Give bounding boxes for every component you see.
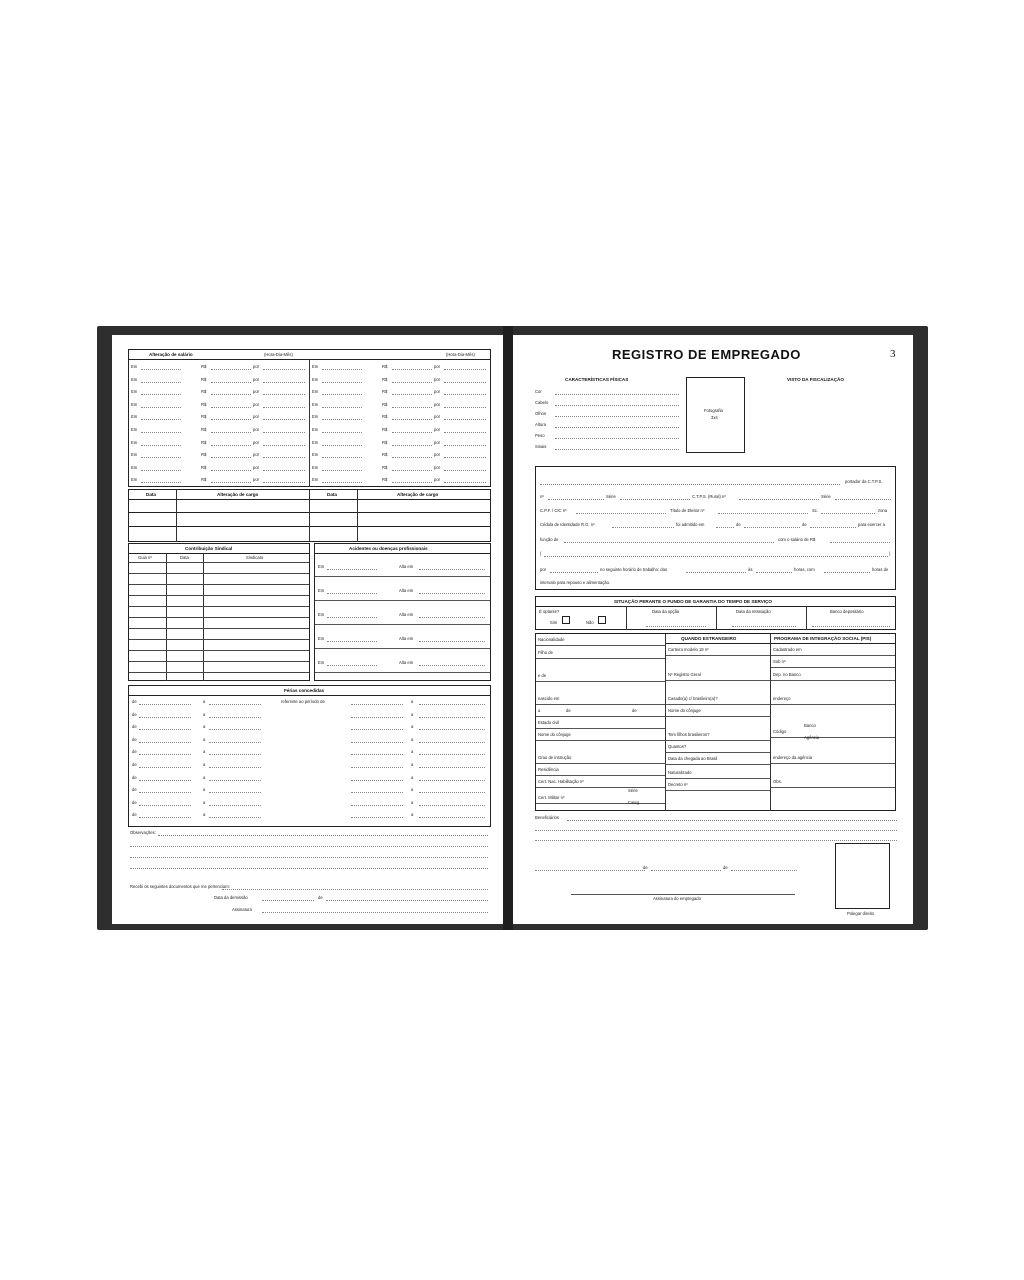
estrangeiro-title: QUANDO ESTRANGEIRO — [681, 636, 737, 641]
salary-row-em: Em — [312, 439, 319, 445]
as-label: às — [748, 567, 753, 572]
ferias-de: de — [132, 799, 137, 805]
salary-row-em: Em — [312, 452, 319, 458]
estrangeiro-field: Carteira modelo 19 nº — [668, 647, 709, 652]
main-info-box — [535, 466, 896, 590]
salary-row-em: Em — [131, 376, 138, 382]
admitido-de1: de — [736, 522, 741, 527]
ferias-ref: referente ao período de — [281, 699, 325, 704]
ferias-de: de — [132, 736, 137, 742]
salary-row-por: por — [434, 439, 441, 445]
admitido-label: foi admitido em — [676, 522, 705, 527]
estrangeiro-field: Quantos? — [668, 744, 687, 749]
acidente-em: Em — [318, 564, 325, 569]
fgts-sim-checkbox[interactable] — [562, 616, 570, 624]
salary-row-rs: R$ — [382, 477, 388, 483]
pis-field: Código — [773, 729, 787, 734]
fgts-sim: Sim — [550, 620, 558, 625]
estrangeiro-field: Casado(a) c/ brasileiro(a)? — [668, 696, 718, 701]
ferias-a2: a — [411, 749, 414, 755]
salary-row-rs: R$ — [201, 364, 207, 369]
personal-field: Filho de — [538, 650, 553, 655]
exercer-label: para exercer a — [858, 522, 885, 527]
salary-row-por: por — [434, 477, 441, 483]
pis-field: Obs. — [773, 779, 782, 784]
left-page — [112, 335, 503, 924]
personal-field: Grau de instrução — [538, 755, 572, 760]
salary-row-rs: R$ — [201, 414, 207, 420]
horario-label: no seguinte horário de trabalho: das — [600, 567, 668, 572]
personal-field: e de — [538, 673, 547, 678]
portador-label: portador da C.T.P.S. — [845, 479, 883, 484]
ferias-de: de — [132, 774, 137, 780]
fgts-data-retratacao: Data da retratação — [736, 609, 771, 614]
salary-row-por: por — [434, 414, 441, 420]
data-demissao-de: de — [318, 895, 323, 900]
salary-hint-left: (Hora-Dia-Mês) — [264, 352, 293, 357]
ferias-a: a — [203, 799, 206, 805]
cedula-label: Cédula de Identidade R.G. nº — [540, 522, 595, 527]
personal-field: nascido em — [538, 696, 560, 701]
pis-field: endereço — [773, 696, 791, 701]
salary-row-por: por — [253, 464, 260, 470]
ctps-n-label: nº — [540, 494, 544, 499]
cargo-col-data-2: Data — [327, 492, 337, 497]
sindical-col-sind: Sindicato — [246, 555, 264, 560]
personal-field: Cert. Militar nº — [538, 795, 565, 800]
ferias-de: de — [132, 812, 137, 818]
sindical-title: Contribuição Sindical — [185, 546, 233, 551]
salary-row-rs: R$ — [201, 389, 207, 395]
salary-row-em: Em — [131, 452, 138, 458]
salary-row-por: por — [253, 389, 260, 395]
ctps-serie-label: Série — [606, 494, 616, 499]
assinatura-label: Assinatura — [232, 907, 252, 912]
salary-row-por: por — [434, 401, 441, 407]
cargo-col-alt-1: Alteração de cargo — [217, 492, 259, 497]
salary-row-em: Em — [131, 389, 138, 395]
ferias-de: de — [132, 762, 137, 767]
salary-row-em: Em — [131, 364, 138, 369]
car-item: Altura — [535, 422, 546, 427]
acidente-em: Em — [318, 612, 325, 617]
acidentes-section — [314, 543, 491, 681]
ferias-title: Férias concedidas — [284, 688, 325, 693]
sindical-section — [128, 543, 310, 681]
ferias-a2: a — [411, 699, 414, 704]
intervalo-label: intervalo para repouso e alimentação. — [540, 580, 611, 585]
acidente-alta: Alta em — [399, 636, 414, 641]
estrangeiro-field: Nome do cônjuge — [668, 708, 701, 713]
acidente-em: Em — [318, 660, 325, 665]
salary-row-em: Em — [312, 401, 319, 407]
salary-row-rs: R$ — [201, 439, 207, 445]
salary-row-por: por — [253, 401, 260, 407]
salary-row-rs: R$ — [382, 376, 388, 382]
acidente-em: Em — [318, 636, 325, 641]
pis-field: endereço da agência — [773, 755, 813, 760]
personal-a-de1: de — [566, 708, 571, 713]
salary-row-em: Em — [312, 414, 319, 420]
salary-row-em: Em — [131, 439, 138, 445]
acidente-alta: Alta em — [399, 612, 414, 617]
recebi-label: Recebi os seguintes documentos que me pertenciam: — [130, 884, 230, 889]
visto-title: VISTO DA FISCALIZAÇÃO — [787, 377, 844, 382]
salary-row-por: por — [253, 477, 260, 483]
salary-row-por: por — [253, 452, 260, 458]
salary-row-rs: R$ — [201, 452, 207, 458]
salary-row-em: Em — [312, 389, 319, 395]
ferias-a: a — [203, 736, 206, 742]
salary-row-em: Em — [312, 464, 319, 470]
personal-a-de2: de — [632, 708, 637, 713]
salary-row-rs: R$ — [201, 464, 207, 470]
cpf-label: C.P.F. / CIC nº — [540, 508, 567, 513]
polegar-label: Polegar direito — [847, 911, 875, 916]
salary-row-rs: R$ — [382, 439, 388, 445]
acidente-alta: Alta em — [399, 660, 414, 665]
car-item: Olhos — [535, 411, 546, 416]
personal-field: Cert. Nac. Habilitação nº — [538, 779, 584, 784]
fgts-optante: É optante? — [539, 609, 560, 614]
fgts-data-opcao: Data da opção — [652, 609, 680, 614]
acidente-alta: Alta em — [399, 564, 414, 569]
ferias-a2: a — [411, 812, 414, 818]
salary-row-por: por — [253, 376, 260, 382]
paren-close: ) — [889, 551, 891, 556]
ferias-a2: a — [411, 736, 414, 742]
personal-field: a — [538, 708, 541, 713]
salary-row-em: Em — [131, 414, 138, 420]
photo-label-2: 3x4 — [711, 415, 718, 420]
observacoes-label: Observações: — [130, 830, 156, 835]
ferias-section — [128, 685, 491, 827]
estrangeiro-field: Tem filhos brasileiros? — [668, 732, 710, 737]
cargo-col-alt-2: Alteração de cargo — [397, 492, 439, 497]
ferias-a: a — [203, 812, 206, 818]
ferias-de: de — [132, 749, 137, 755]
salary-row-por: por — [434, 389, 441, 395]
acidentes-title: Acidentes ou doenças profissionais — [349, 546, 428, 551]
sindical-col-data: Data — [180, 555, 189, 560]
pis-field: Dep. no Banco — [773, 672, 801, 677]
ferias-a2: a — [411, 724, 414, 730]
salary-row-rs: R$ — [201, 401, 207, 407]
local-de-a: de — [643, 865, 648, 870]
acidente-em: Em — [318, 588, 325, 593]
cargo-section — [128, 489, 491, 542]
estrangeiro-field: Decreto nº — [668, 782, 688, 787]
salary-row-por: por — [253, 414, 260, 420]
ferias-de: de — [132, 711, 137, 717]
salary-row-por: por — [434, 464, 441, 470]
salary-row-por: por — [253, 364, 260, 369]
cert-serie: Série — [628, 788, 638, 793]
salary-row-por: por — [434, 364, 441, 369]
fgts-nao-checkbox[interactable] — [598, 616, 606, 624]
right-page — [513, 335, 913, 924]
ferias-a2: a — [411, 787, 414, 793]
salary-hint-right: (Hora-Dia-Mês) — [446, 352, 475, 357]
page-number: 3 — [890, 348, 896, 360]
ferias-a: a — [203, 787, 206, 793]
ctps-rural-label: C.T.P.S. (Rural) nº — [692, 494, 726, 499]
zona-label: zona — [878, 508, 888, 513]
paren-open: ( — [540, 551, 542, 556]
salary-section — [128, 349, 491, 487]
salary-row-em: Em — [312, 376, 319, 382]
car-item: Cor — [535, 389, 542, 394]
personal-field: Estado civil — [538, 720, 560, 725]
ferias-a: a — [203, 724, 206, 730]
ferias-de: de — [132, 699, 137, 704]
pis-banco: Banco — [804, 723, 816, 728]
salary-title: Alteração de salário — [149, 352, 193, 357]
salary-row-por: por — [434, 376, 441, 382]
sindical-col-guia: Guia nº — [138, 555, 152, 560]
pis-field: Cadastrado em — [773, 647, 802, 652]
salary-row-em: Em — [312, 364, 319, 369]
ferias-a: a — [203, 749, 206, 755]
personal-field: Residência — [538, 767, 559, 772]
ferias-a: a — [203, 774, 206, 780]
ferias-de: de — [132, 787, 137, 793]
salary-row-rs: R$ — [382, 452, 388, 458]
pis-title: PROGRAMA DE INTEGRAÇÃO SOCIAL (PIS) — [774, 636, 872, 641]
titulo-label: Título de Eleitor nº — [670, 508, 705, 513]
page-title: REGISTRO DE EMPREGADO — [612, 347, 801, 362]
horas-de-label: horas de — [872, 567, 889, 572]
ferias-a2: a — [411, 799, 414, 805]
book-gutter — [503, 326, 513, 930]
salary-row-por: por — [434, 427, 441, 432]
horas-com-label: horas, com — [794, 567, 815, 572]
salary-row-rs: R$ — [382, 414, 388, 420]
salary-row-por: por — [253, 439, 260, 445]
ctps-serie2-label: Série — [821, 494, 831, 499]
estrangeiro-field: Data da chegada ao Brasil — [668, 756, 718, 761]
local-de-b: de — [723, 865, 728, 870]
photo-label-1: Fotografia — [704, 408, 723, 413]
cert-categ: Categ. — [628, 800, 641, 805]
salary-row-em: Em — [312, 427, 319, 432]
salario-label: com o salário de R$ — [778, 537, 816, 542]
ferias-a: a — [203, 762, 206, 767]
estrangeiro-field: Naturalizado — [668, 770, 692, 775]
ferias-a2: a — [411, 774, 414, 780]
salary-row-em: Em — [131, 427, 138, 432]
salary-row-em: Em — [312, 477, 319, 483]
salary-row-em: Em — [131, 477, 138, 483]
personal-field: Nome do cônjuge — [538, 732, 571, 737]
zona-sec-label: Sc. — [812, 508, 819, 513]
por-label: por — [540, 567, 547, 572]
thumbprint-box — [835, 843, 890, 909]
fgts-nao: Não — [586, 620, 594, 625]
fgts-box — [535, 596, 896, 630]
salary-row-rs: R$ — [382, 427, 388, 432]
admitido-de2: de — [802, 522, 807, 527]
car-item: Cabelo — [535, 400, 549, 405]
salary-row-rs: R$ — [382, 401, 388, 407]
cargo-col-data-1: Data — [146, 492, 156, 497]
salary-row-por: por — [253, 427, 260, 432]
pis-field: Sob nº — [773, 659, 786, 664]
car-item: Peso — [535, 433, 545, 438]
ferias-a: a — [203, 711, 206, 717]
salary-row-rs: R$ — [382, 464, 388, 470]
pis-agencia: Agência — [804, 735, 820, 740]
ferias-a2: a — [411, 762, 414, 767]
salary-row-em: Em — [131, 401, 138, 407]
acidente-alta: Alta em — [399, 588, 414, 593]
salary-row-rs: R$ — [201, 477, 207, 483]
salary-row-rs: R$ — [382, 364, 388, 369]
fgts-title: SITUAÇÃO PERANTE O FUNDO DE GARANTIA DO TEMPO DE SERVIÇO — [614, 599, 772, 604]
personal-box — [535, 633, 896, 811]
ferias-de: de — [132, 724, 137, 730]
caracteristicas-title: CARACTERÍSTICAS FÍSICAS — [565, 377, 629, 382]
car-item: Sinais — [535, 444, 547, 449]
ferias-a2: a — [411, 711, 414, 717]
data-demissao-label: Data da demissão — [214, 895, 248, 900]
assinatura-empregado: Assinatura do empregado — [653, 896, 701, 901]
salary-row-rs: R$ — [382, 389, 388, 395]
salary-row-rs: R$ — [201, 427, 207, 432]
salary-row-por: por — [434, 452, 441, 458]
personal-field: Nacionalidade — [538, 637, 565, 642]
salary-row-em: Em — [131, 464, 138, 470]
fgts-banco: Banco depositário — [830, 609, 864, 614]
estrangeiro-field: Nº Registro Geral — [668, 672, 701, 677]
ferias-a: a — [203, 699, 206, 704]
photo-box — [686, 377, 745, 453]
beneficiarios-label: Beneficiários — [535, 815, 559, 820]
funcao-label: função de — [540, 537, 559, 542]
salary-row-rs: R$ — [201, 376, 207, 382]
